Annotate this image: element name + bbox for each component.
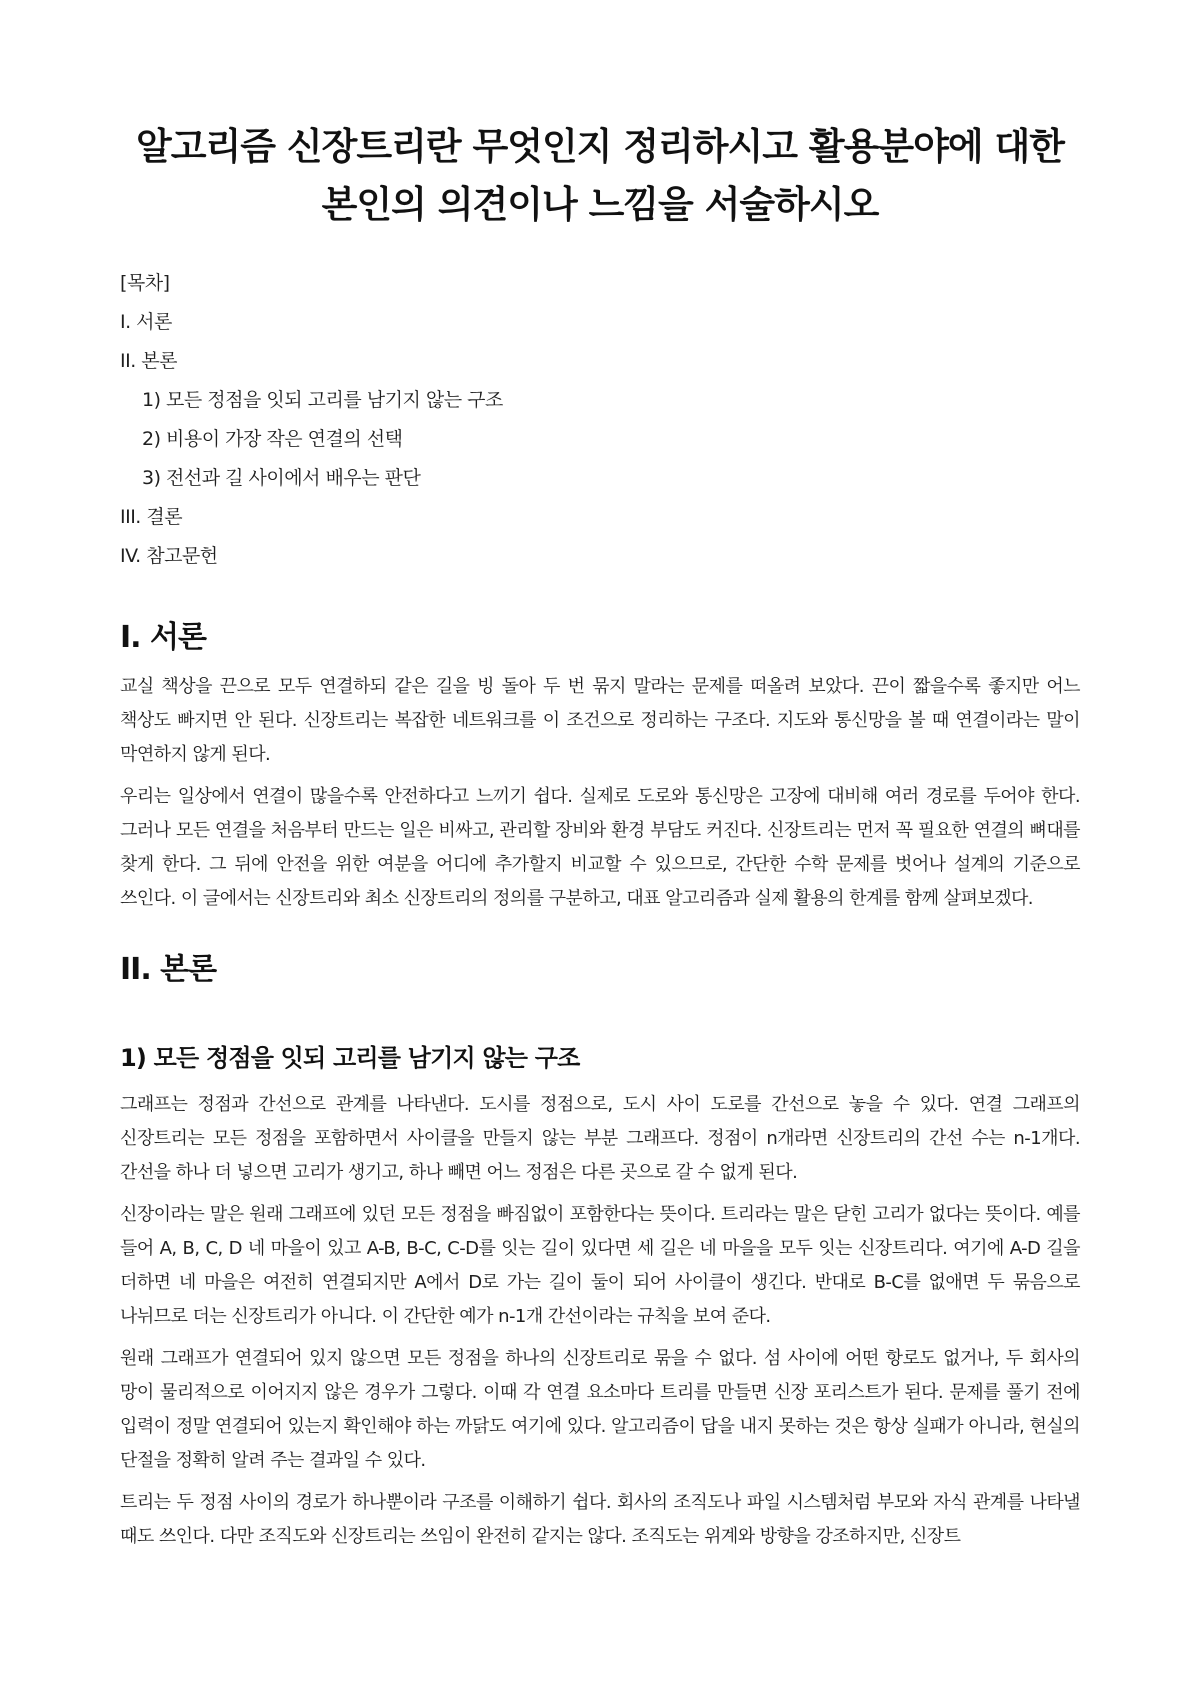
- body-paragraph: 그래프는 정점과 간선으로 관계를 나타낸다. 도시를 정점으로, 도시 사이 도로를 간선으로 놓을 수 있다. 연결 그래프의 신장트리는 모든 정점을 포함하면서 사이클을 만들지 않는 부분 그래프다. 정점이 n개라면 신장트리의 간선 수는 n-1개다. 간선을 하나 더 넣으면 고리가 생기고, 하나 빼면 어느 정점은 다른 곳으로 갈 수 없게 된다.: [120, 1094, 1080, 1183]
- toc-item: I. 서론: [120, 311, 172, 333]
- toc-heading: [목차]: [120, 272, 170, 294]
- toc-subitem: 1) 모든 정점을 잇되 고리를 남기지 않는 구조: [142, 389, 503, 411]
- subsection-heading-1: 1) 모든 정점을 잇되 고리를 남기지 않는 구조: [120, 1044, 580, 1072]
- intro-paragraph: 교실 책상을 끈으로 모두 연결하되 같은 길을 빙 돌아 두 번 묶지 말라는 문제를 떠올려 보았다. 끈이 짧을수록 좋지만 어느 책상도 빠지면 안 된다. 신장트리는 복잡한 네트워크를 이 조건으로 정리하는 구조다. 지도와 통신망을 볼 때 연결이라는 말이 막연하지 않게 된다.: [120, 676, 1080, 765]
- section-heading-intro: I. 서론: [120, 620, 206, 655]
- body-paragraph: 트리는 두 정점 사이의 경로가 하나뿐이라 구조를 이해하기 쉽다. 회사의 조직도나 파일 시스템처럼 부모와 자식 관계를 나타낼 때도 쓰인다. 다만 조직도와 신장트리는 쓰임이 완전히 같지는 않다. 조직도는 위계와 방향을 강조하지만, 신장트: [120, 1492, 1080, 1547]
- body-paragraph: 원래 그래프가 연결되어 있지 않으면 모든 정점을 하나의 신장트리로 묶을 수 없다. 섬 사이에 어떤 항로도 없거나, 두 회사의 망이 물리적으로 이어지지 않은 경우가 그렇다. 이때 각 연결 요소마다 트리를 만들면 신장 포리스트가 된다. 문제를 풀기 전에 입력이 정말 연결되어 있는지 확인해야 하는 까닭도 여기에 있다. 알고리즘이 답을 내지 못하는 것은 항상 실패가 아니라, 현실의 단절을 정확히 알려 주는 결과일 수 있다.: [120, 1348, 1080, 1471]
- table-of-contents: [120, 264, 1080, 576]
- toc-item: II. 본론: [120, 350, 177, 372]
- body-paragraph: 신장이라는 말은 원래 그래프에 있던 모든 정점을 빠짐없이 포함한다는 뜻이다. 트리라는 말은 닫힌 고리가 없다는 뜻이다. 예를 들어 A, B, C, D 네 마을이 있고 A-B, B-C, C-D를 잇는 길이 있다면 세 길은 네 마을을 모두 잇는 신장트리다. 여기에 A-D 길을 더하면 네 마을은 여전히 연결되지만 A에서 D로 가는 길이 둘이 되어 사이클이 생긴다. 반대로 B-C를 없애면 두 묶음으로 나뉘므로 더는 신장트리가 아니다. 이 간단한 예가 n-1개 간선이라는 규칙을 보여 준다.: [120, 1204, 1080, 1327]
- toc-item: III. 결론: [120, 506, 183, 528]
- toc-item: IV. 참고문헌: [120, 545, 218, 567]
- toc-subitem: 3) 전선과 길 사이에서 배우는 판단: [142, 467, 421, 489]
- toc-subitem: 2) 비용이 가장 작은 연결의 선택: [142, 428, 403, 450]
- document-title: 알고리즘 신장트리란 무엇인지 정리하시고 활용분야에 대한 본인의 의견이나 느낌을 서술하시오: [136, 125, 1064, 226]
- intro-paragraph: 우리는 일상에서 연결이 많을수록 안전하다고 느끼기 쉽다. 실제로 도로와 통신망은 고장에 대비해 여러 경로를 두어야 한다. 그러나 모든 연결을 처음부터 만드는 일은 비싸고, 관리할 장비와 환경 부담도 커진다. 신장트리는 먼저 꼭 필요한 연결의 뼈대를 찾게 한다. 그 뒤에 안전을 위한 여분을 어디에 추가할지 비교할 수 있으므로, 간단한 수학 문제를 벗어나 설계의 기준으로 쓰인다. 이 글에서는 신장트리와 최소 신장트리의 정의를 구분하고, 대표 알고리즘과 실제 활용의 한계를 함께 살펴보겠다.: [120, 786, 1080, 909]
- section-heading-body: II. 본론: [120, 952, 217, 987]
